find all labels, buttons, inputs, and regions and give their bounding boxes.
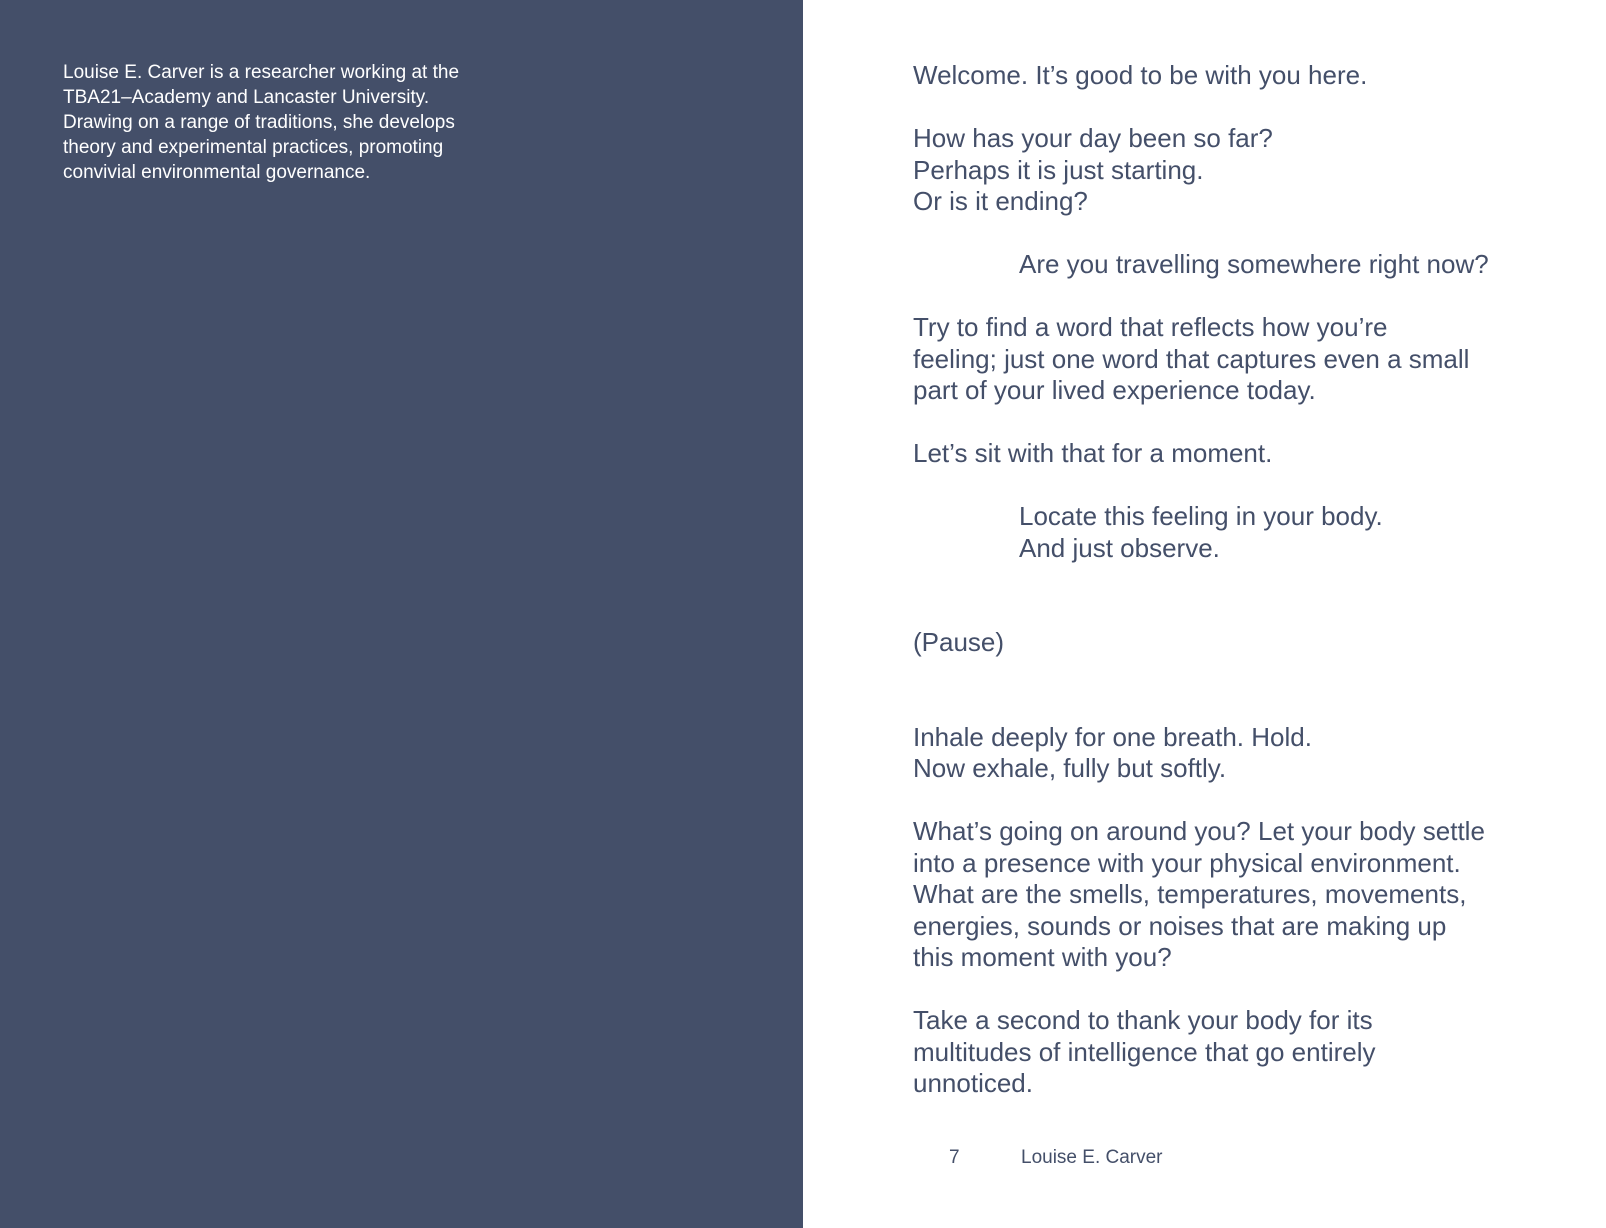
paragraph-breath: Inhale deeply for one breath. Hold. Now exhale, fully but softly. [913,721,1312,783]
author-bio: Louise E. Carver is a researcher working at the TBA21–Academy and Lancaster University. Drawing on a range of traditions, she develops theory and experimental practices, promoting convivial environmental governance. [63,62,460,183]
paragraph-welcome: Welcome. It’s good to be with you here. [913,60,1368,90]
right-page [803,0,1606,1228]
footer-author: Louise E. Carver [1021,1147,1163,1168]
paragraph-pause: (Pause) [913,627,1005,657]
paragraph-thank-body: Take a second to thank your body for its multitudes of intelligence that go entirely unnoticed. [913,1005,1376,1098]
paragraph-travelling-question: Are you travelling somewhere right now? [1019,249,1489,279]
paragraph-day-question: How has your day been so far? Perhaps it is just starting. Or is it ending? [913,123,1273,216]
meditation-text [913,60,1583,1100]
paragraph-locate-feeling: Locate this feeling in your body. And just observe. [1019,501,1383,563]
paragraph-sit-with-it: Let’s sit with that for a moment. [913,438,1273,468]
paragraph-environment: What’s going on around you? Let your body settle into a presence with your physical environment. What are the smells, temperatures, movements, energies, sounds or noises that are making up this moment with you? [913,816,1485,972]
page-number: 7 [949,1147,960,1168]
paragraph-feeling-word: Try to find a word that reflects how you’re feeling; just one word that captures even a small part of your lived experience today. [913,312,1470,405]
